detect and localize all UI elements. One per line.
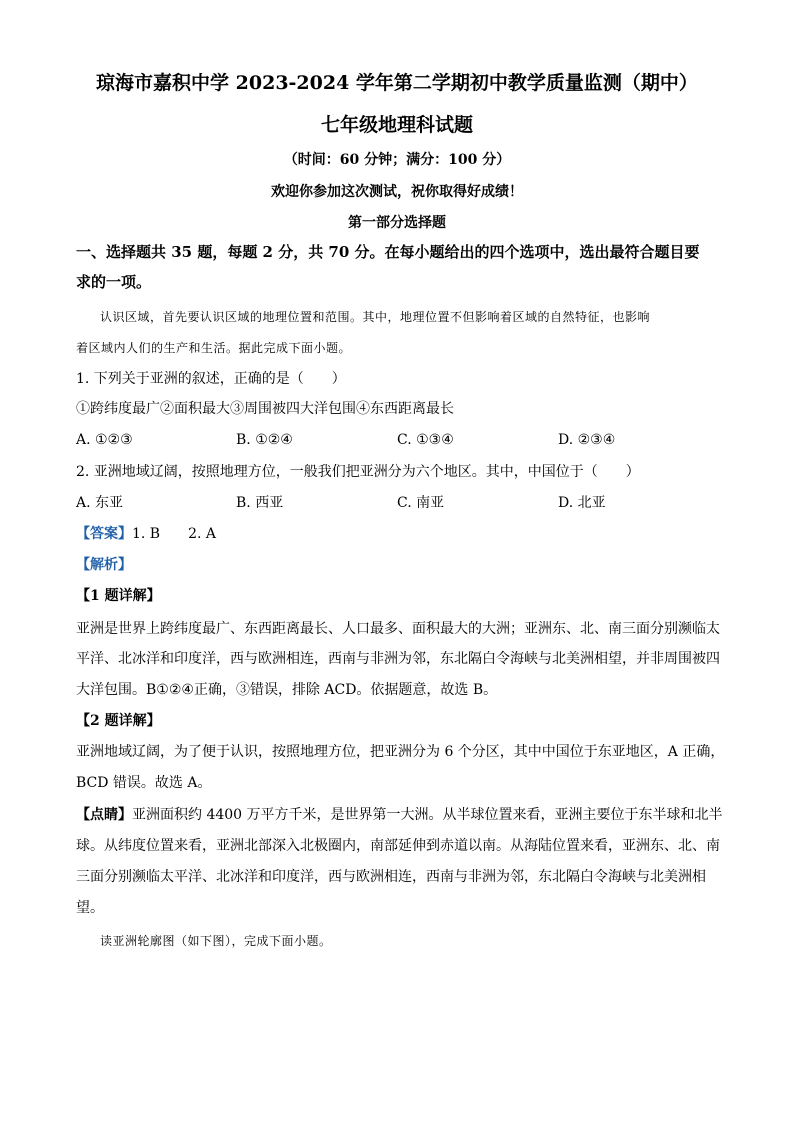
question-1-option-d: D. ②③④: [558, 432, 616, 448]
detail-2-line: 亚洲地域辽阔，为了便于认识，按照地理方位，把亚洲分为 6 个分区，其中中国位于东亚地区，A 正确，: [76, 744, 725, 760]
detail-2-tag: 【2 题详解】: [76, 713, 161, 729]
detail-1-tag: 【1 题详解】: [76, 588, 161, 604]
question-1-option-c: C. ①③④: [397, 432, 454, 448]
tip-tag: 【点睛】: [76, 807, 132, 823]
part-heading: 第一部分选择题: [348, 215, 446, 231]
question-2-option-d: D. 北亚: [558, 495, 606, 511]
question-2-option-c: C. 南亚: [397, 495, 445, 511]
question-1-stem: 1. 下列关于亚洲的叙述，正确的是（ ）: [76, 371, 346, 387]
tip-line: 望。: [76, 900, 104, 916]
question-1-statements: ①跨纬度最广②面积最大③周围被四大洋包围④东西距离最长: [76, 401, 454, 417]
passage-line: 着区域内人们的生产和生活。据此完成下面小题。: [76, 341, 352, 355]
time-info: （时间：60 分钟；满分：100 分）: [283, 152, 511, 168]
question-2-option-a: A. 东亚: [76, 495, 124, 511]
detail-1-line: 平洋、北冰洋和印度洋，西与欧洲相连，西南与非洲为邻，东北隔白令海峡与北美洲相望，并非周围被四: [76, 651, 720, 667]
detail-2-line: BCD 错误。故选 A。: [76, 775, 212, 791]
tip-line: 三面分别濒临太平洋、北冰洋和印度洋，西与欧洲相连，西南与非洲为邻，东北隔白令海峡与北美洲相: [76, 869, 706, 885]
detail-1-line: 大洋包围。B①②④正确，③错误，排除 ACD。依据题意，故选 B。: [76, 682, 498, 698]
detail-1-line: 亚洲是世界上跨纬度最广、东西距离最长、人口最多、面积最大的大洲；亚洲东、北、南三面分别濒临太: [76, 621, 720, 637]
tip-line: 球。从纬度位置来看，亚洲北部深入北极圈内，南部延伸到赤道以南。从海陆位置来看，亚洲东、北、南: [76, 838, 720, 854]
analysis-tag: 【解析】: [76, 557, 132, 573]
exam-subtitle: 七年级地理科试题: [320, 114, 473, 136]
answer-row: [76, 524, 216, 544]
tip-row: [76, 805, 723, 825]
question-1-option-a: A. ①②③: [76, 432, 133, 448]
answer-tag: 【答案】: [76, 526, 132, 542]
exam-title: 琼海市嘉积中学 2023-2024 学年第二学期初中教学质量监测（期中）: [96, 72, 698, 94]
question-2-option-b: B. 西亚: [236, 495, 284, 511]
instruction-line: 一、选择题共 35 题，每题 2 分，共 70 分。在每小题给出的四个选项中，选出最符合题目要: [76, 243, 700, 261]
question-1-option-b: B. ①②④: [236, 432, 293, 448]
instruction-line: 求的一项。: [76, 273, 152, 291]
passage-2-line: 读亚洲轮廓图（如下图），完成下面小题。: [100, 934, 332, 948]
question-2-stem: 2. 亚洲地域辽阔，按照地理方位，一般我们把亚洲分为六个地区。其中，中国位于（ ）: [76, 464, 640, 480]
analysis-row: [76, 555, 132, 575]
welcome-message: 欢迎你参加这次测试，祝你取得好成绩！: [271, 184, 523, 200]
tip-line: 亚洲面积约 4400 万平方千米，是世界第一大洲。从半球位置来看，亚洲主要位于东半球和北半: [132, 807, 723, 823]
answer-text: 1. B 2. A: [132, 526, 217, 542]
passage-line: 认识区域，首先要认识区域的地理位置和范围。其中，地理位置不但影响着区域的自然特征，也影响: [100, 310, 651, 324]
